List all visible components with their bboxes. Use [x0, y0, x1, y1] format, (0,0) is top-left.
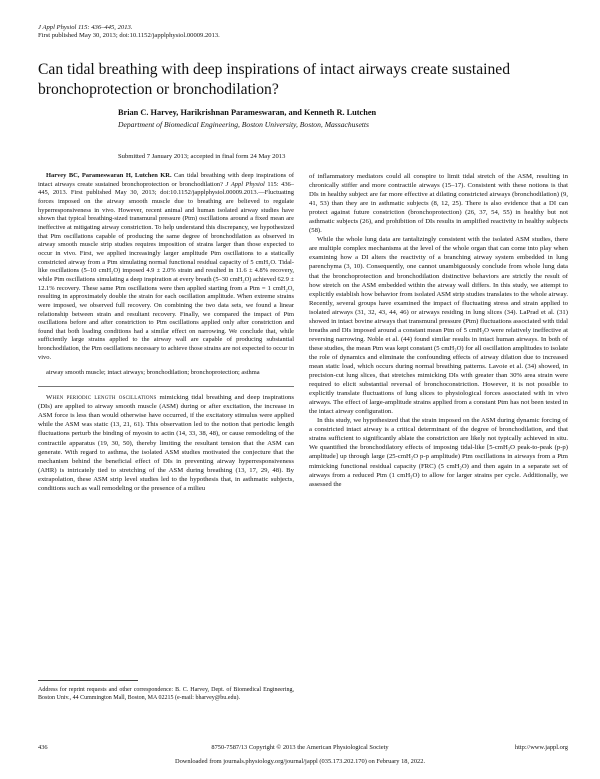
journal-citation: J Appl Physiol 115: 436–445, 2013.: [38, 24, 133, 31]
left-column: [38, 172, 294, 493]
right-column: [309, 172, 568, 489]
intro-lead: When periodic length oscillations: [46, 394, 157, 402]
download-stamp: Downloaded from journals.physiology.org/journal/jappl (035.173.202.170) on February 18, 2022.: [174, 758, 426, 765]
intro-paragraph: [38, 393, 294, 493]
abstract-cite-journal: J Appl Physiol: [225, 180, 265, 188]
author-list: Brian C. Harvey, Harikrishnan Parameswaran, and Kenneth R. Lutchen: [118, 108, 377, 117]
abstract-cite-title: Can tidal breathing with deep inspirations of intact airways create sustained bronchoprotection or bronchodilation?: [38, 172, 295, 188]
page-number: 436: [38, 744, 48, 751]
article-title: Can tidal breathing with deep inspirations of intact airways create sustained bronchoprotection or bronchodilation?: [38, 61, 511, 98]
right-paragraph-3: In this study, we hypothesized that the strain imposed on the ASM during dynamic forcing of a constricted intact airway is a critical determinant of the degree of bronchodilation, and that strains sufficient to significantly ablate the constriction are likely not typically achieved in situ. We quantified the bronchodilatory effects of imposing tidal-like [5-cmH₂O peak-to-peak (p-p) amplitude] up through large (25-cmH₂O p-p amplitude) Ptm oscillations in airways from a Ptm mimicking functional residual capacity (FRC) (5 cmH₂O) and then again in a separate set of airways from a reduced Ptm (1 cmH₂O) to allow for larger strains per cycle. Additionally, we assessed the: [309, 417, 568, 488]
publication-line: First published May 30, 2013; doi:10.1152/japplphysiol.00009.2013.: [38, 32, 220, 39]
right-paragraph-1: of inflammatory mediators could all conspire to limit tidal stretch of the ASM, resulting in chronically stiffer and more contractile airways (15–17). Consistent with these notions is that DIs in healthy subject are far more effective at dilating constricted airways (bronchodilation) (9, 41, 53) than they are in asthmatic subjects (8, 12, 25). There is also evidence that a DI can protect against future constriction (bronchoprotection) (26, 37, 54, 55) in healthy but not asthmatic subjects (26), and prohibition of DIs results in amplified reactivity in healthy subjects (58).: [309, 173, 568, 235]
submission-dates: Submitted 7 January 2013; accepted in final form 24 May 2013: [118, 153, 286, 160]
correspondence-footnote: Address for reprint requests and other correspondence: B. C. Harvey, Dept. of Biomedical Engineering, Boston Univ., 44 Cummington Mall, Boston, MA 02215 (e-mail: bharvey@bu.edu).: [38, 687, 294, 701]
footnote-rule: [38, 680, 138, 681]
journal-url[interactable]: http://www.jappl.org: [514, 744, 568, 751]
intro-text: mimicking tidal breathing and deep inspirations (DIs) are applied to airway smooth muscle (ASM) during or after excitation, the increase in ASM force is less than would otherwise have occurred, if the excitatory stimulus were applied while the ASM was static (13, 21, 61). This observation led to the notion that periodic length fluctuations perturb the binding of myosin to actin (14, 33, 38, 48), or cause remodeling of the contractile apparatus (19, 30, 50), thereby limiting the resultant tension that the ASM can generate. With regard to asthma, the isolated ASM studies motivated the conjecture that the mechanism behind the beneficial effect of DIs in preventing airway hyperresponsiveness (AHR) is intricately tied to stretching of the ASM during breathing (13, 17, 29, 48). By extrapolation, these ASM strip level studies led to the hypothesis that, in asthmatic subjects, conditions such as wall remodeling or the presence of a milieu: [38, 394, 294, 493]
affiliation: Department of Biomedical Engineering, Boston University, Boston, Massachusetts: [118, 120, 369, 129]
section-divider: [38, 386, 294, 387]
copyright-line: 8750-7587/13 Copyright © 2013 the American Physiological Society: [211, 744, 389, 751]
abstract-authors: Harvey BC, Parameswaran H, Lutchen KR.: [46, 172, 172, 179]
abstract: [38, 172, 294, 362]
right-paragraph-2: While the whole lung data are tantalizingly consistent with the isolated ASM studies, there are multiple complex mechanisms at the level of the whole organ that can come into play when examining how a DI alters the reactivity of a branching airway system embedded in lung parenchyma (3, 10). Consequently, one cannot unambiguously conclude from whole lung data that the bronchoprotection and bronchodilation distinctive behaviors are strictly the result of how stretch on the ASM embedded within the airway wall differs. In this study, we attempt to explicitly establish how behavior from isolated ASM strip studies translates to the whole airway. Recently, several groups have examined the impact of fluctuating stress and strain applied to isolated airways (31, 32, 43, 44, 46) or airways residing in lung slices (34). LaPrad et al. (31) showed in intact bovine airways that transmural pressure (Ptm) fluctuations associated with tidal breaths and DIs imposed around a constant mean Ptm of 5 cmH₂O were relatively ineffective at reversing narrowing. Noble et al. (44) found similar results in intact human airways. In both of these studies, the mean Ptm was kept constant (5 cmH₂O) for all oscillation amplitudes to isolate the role of dynamics and eliminate the confounding effects of airway dilation due to increased mean static load, which occurs during normal breathing patterns. Lavoie et al. (34) showed, in precision-cut lung slices, that stretches mimicking DIs with greater than 30% area strain were required to elicit substantial reversal of bronchoconstriction. However, it is not possible to explicitly translate fluctuations of lung slices to physiological forces associated with in vivo airways. The effect of large-amplitude strains applied from a constant Ptm has not been tested in the intact airway configuration.: [309, 236, 569, 416]
keywords: airway smooth muscle; intact airways; bronchodilation; bronchoprotection; asthma: [46, 369, 260, 377]
abstract-body: 115: 436–445, 2013. First published May 30, 2013; doi:10.1152/japplphysiol.00009.2013.—Fluctuating forces imposed on the airway smooth muscle due to breathing are believed to regulate hyperresponsiveness in vivo. However, recent animal and human isolated airway studies have shown that typical breathing-sized transmural pressure (Ptm) oscillations around a fixed mean are ineffective at mitigating airway constriction. To help understand this discrepancy, we hypothesized that Ptm oscillations capable of producing the same degree of bronchodilation as observed in airway smooth muscle strip studies requires imposition of strains larger than those expected to occur in vivo. First, we applied increasingly larger amplitude Ptm oscillations to a statically constricted airway from a Ptm simulating normal functional residual capacity of 5 cmH₂O. Tidal-like oscillations (5–10 cmH₂O) imposed 4.9 ± 2.0% strain and resulted in 11.6 ± 4.8% recovery, while Ptm oscillations simulating a deep inspiration at every breath (5–30 cmH₂O) achieved 62.9 ± 12.1% recovery. These same Ptm oscillations were then applied starting from a Ptm = 1 cmH₂O, resulting in approximately double the strain for each oscillation amplitude. When extreme strains were imposed, we observed full recovery. On combining the two data sets, we found a linear relationship between strain and resultant recovery. Finally, we compared the impact of Ptm oscillations before and after constriction to Ptm oscillations applied only after constriction and found that both loading conditions had a similar effect on narrowing. We conclude that, while sufficiently large strains applied to the airway wall are capable of producing substantial bronchodilation, the Ptm oscillations necessary to achieve those strains are not expected to occur in vivo.: [38, 180, 294, 361]
